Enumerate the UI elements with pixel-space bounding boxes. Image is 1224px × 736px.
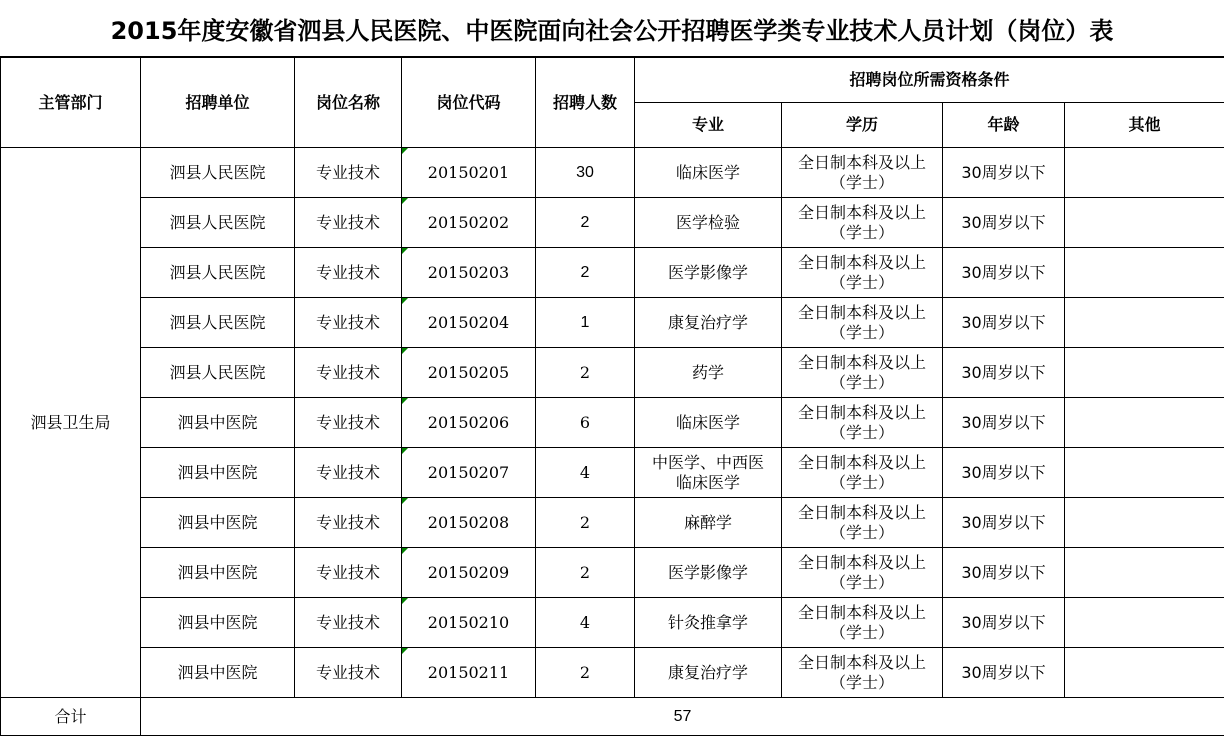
table-row — [1, 548, 1224, 598]
cell-major-line: 康复治疗学 — [667, 312, 748, 332]
comment-marker-icon — [402, 648, 408, 654]
table-row — [1, 648, 1224, 698]
table-row — [1, 598, 1224, 648]
cell-count[interactable]: 6 — [536, 398, 635, 448]
cell-position[interactable]: 专业技术 — [295, 498, 402, 548]
cell-education-line: （学士） — [829, 522, 894, 542]
cell-education-line: 全日制本科及以上 — [797, 452, 926, 472]
cell-education[interactable] — [782, 148, 943, 198]
table-row — [1, 298, 1224, 348]
cell-education-line: （学士） — [829, 572, 894, 592]
cell-age[interactable]: 30周岁以下 — [943, 598, 1065, 648]
cell-education-line: 全日制本科及以上 — [797, 352, 926, 372]
cell-count[interactable]: 2 — [536, 198, 635, 248]
cell-major[interactable] — [635, 498, 782, 548]
cell-position[interactable]: 专业技术 — [295, 548, 402, 598]
cell-count[interactable]: 30 — [536, 148, 635, 198]
table-row — [1, 498, 1224, 548]
cell-major-line: 医学检验 — [675, 212, 740, 232]
total-value[interactable]: 57 — [141, 698, 1224, 736]
cell-major-line: 针灸推拿学 — [667, 612, 748, 632]
cell-count[interactable]: 4 — [536, 448, 635, 498]
cell-major[interactable] — [635, 398, 782, 448]
cell-code[interactable] — [402, 198, 536, 248]
cell-age[interactable]: 30周岁以下 — [943, 298, 1065, 348]
cell-other[interactable] — [1065, 648, 1224, 698]
cell-major[interactable] — [635, 298, 782, 348]
cell-code[interactable] — [402, 398, 536, 448]
cell-unit[interactable]: 泗县中医院 — [141, 498, 295, 548]
cell-other[interactable] — [1065, 598, 1224, 648]
cell-position[interactable]: 专业技术 — [295, 448, 402, 498]
cell-major-line: 临床医学 — [675, 412, 740, 432]
cell-major-line: 中医学、中西医 — [651, 452, 764, 472]
cell-major-line: 医学影像学 — [667, 262, 748, 282]
cell-major[interactable] — [635, 548, 782, 598]
cell-code[interactable] — [402, 548, 536, 598]
cell-other[interactable] — [1065, 148, 1224, 198]
cell-code-text: 20150210 — [427, 612, 510, 632]
cell-education-line: 全日制本科及以上 — [797, 652, 926, 672]
cell-code[interactable] — [402, 248, 536, 298]
cell-count[interactable]: 4 — [536, 598, 635, 648]
table-row — [1, 348, 1224, 398]
cell-education[interactable] — [782, 548, 943, 598]
cell-education-line: 全日制本科及以上 — [797, 202, 926, 222]
cell-major[interactable] — [635, 248, 782, 298]
comment-marker-icon — [402, 548, 408, 554]
cell-education[interactable] — [782, 298, 943, 348]
comment-marker-icon — [402, 398, 408, 404]
header-unit[interactable]: 招聘单位 — [141, 58, 295, 148]
cell-education[interactable] — [782, 498, 943, 548]
cell-position[interactable]: 专业技术 — [295, 298, 402, 348]
comment-marker-icon — [402, 598, 408, 604]
cell-position[interactable]: 专业技术 — [295, 398, 402, 448]
cell-major[interactable] — [635, 148, 782, 198]
cell-other[interactable] — [1065, 448, 1224, 498]
cell-major-line: 临床医学 — [675, 472, 740, 492]
cell-other[interactable] — [1065, 398, 1224, 448]
cell-education-line: 全日制本科及以上 — [797, 152, 926, 172]
cell-position[interactable]: 专业技术 — [295, 198, 402, 248]
cell-education[interactable] — [782, 448, 943, 498]
cell-major[interactable] — [635, 448, 782, 498]
cell-code-text: 20150206 — [427, 412, 510, 432]
cell-education-line: （学士） — [829, 372, 894, 392]
cell-unit[interactable]: 泗县中医院 — [141, 648, 295, 698]
cell-count[interactable]: 2 — [536, 248, 635, 298]
cell-unit[interactable]: 泗县人民医院 — [141, 348, 295, 398]
cell-code-text: 20150205 — [427, 362, 510, 382]
cell-education[interactable] — [782, 648, 943, 698]
cell-other[interactable] — [1065, 548, 1224, 598]
cell-code-text: 20150204 — [427, 312, 510, 332]
cell-count[interactable]: 1 — [536, 298, 635, 348]
cell-code-text: 20150207 — [427, 462, 510, 482]
cell-other[interactable] — [1065, 248, 1224, 298]
cell-unit[interactable]: 泗县中医院 — [141, 548, 295, 598]
cell-unit[interactable]: 泗县人民医院 — [141, 148, 295, 198]
cell-major[interactable] — [635, 598, 782, 648]
cell-age[interactable]: 30周岁以下 — [943, 548, 1065, 598]
cell-age[interactable]: 30周岁以下 — [943, 448, 1065, 498]
cell-unit[interactable]: 泗县人民医院 — [141, 248, 295, 298]
comment-marker-icon — [402, 198, 408, 204]
header-age[interactable]: 年龄 — [943, 103, 1065, 148]
cell-education[interactable] — [782, 348, 943, 398]
cell-unit[interactable]: 泗县中医院 — [141, 598, 295, 648]
cell-major-line: 药学 — [691, 362, 724, 382]
cell-other[interactable] — [1065, 498, 1224, 548]
cell-major-line: 临床医学 — [675, 162, 740, 182]
cell-education-line: （学士） — [829, 472, 894, 492]
cell-age[interactable]: 30周岁以下 — [943, 648, 1065, 698]
cell-other[interactable] — [1065, 348, 1224, 398]
cell-unit[interactable]: 泗县人民医院 — [141, 298, 295, 348]
cell-code-text: 20150209 — [427, 562, 510, 582]
cell-education-line: 全日制本科及以上 — [797, 402, 926, 422]
header-count[interactable]: 招聘人数 — [536, 58, 635, 148]
cell-count[interactable]: 2 — [536, 648, 635, 698]
header-qualifications[interactable]: 招聘岗位所需资格条件 — [635, 58, 1224, 103]
cell-education[interactable] — [782, 198, 943, 248]
cell-education-line: 全日制本科及以上 — [797, 602, 926, 622]
total-row — [1, 698, 1224, 736]
cell-major-line: 麻醉学 — [683, 512, 732, 532]
cell-code[interactable] — [402, 148, 536, 198]
cell-unit[interactable]: 泗县人民医院 — [141, 198, 295, 248]
cell-major-line: 医学影像学 — [667, 562, 748, 582]
cell-code[interactable] — [402, 348, 536, 398]
cell-major[interactable] — [635, 648, 782, 698]
header-position-code[interactable]: 岗位代码 — [402, 58, 536, 148]
cell-education-line: （学士） — [829, 222, 894, 242]
comment-marker-icon — [402, 348, 408, 354]
cell-unit[interactable]: 泗县中医院 — [141, 398, 295, 448]
cell-education-line: （学士） — [829, 272, 894, 292]
comment-marker-icon — [402, 448, 408, 454]
cell-education-line: 全日制本科及以上 — [797, 252, 926, 272]
cell-code-text: 20150203 — [427, 262, 510, 282]
cell-code-text: 20150208 — [427, 512, 510, 532]
header-education[interactable]: 学历 — [782, 103, 943, 148]
cell-major-line: 康复治疗学 — [667, 662, 748, 682]
cell-position[interactable]: 专业技术 — [295, 248, 402, 298]
cell-education-line: （学士） — [829, 422, 894, 442]
table-row — [1, 148, 1224, 198]
cell-other[interactable] — [1065, 198, 1224, 248]
cell-position[interactable]: 专业技术 — [295, 148, 402, 198]
table-row — [1, 398, 1224, 448]
total-label[interactable]: 合计 — [1, 698, 141, 736]
cell-education[interactable] — [782, 598, 943, 648]
cell-count[interactable]: 2 — [536, 548, 635, 598]
cell-code[interactable] — [402, 448, 536, 498]
cell-other[interactable] — [1065, 298, 1224, 348]
table-row — [1, 198, 1224, 248]
comment-marker-icon — [402, 148, 408, 154]
header-major[interactable]: 专业 — [635, 103, 782, 148]
cell-count[interactable]: 2 — [536, 498, 635, 548]
cell-code-text: 20150202 — [427, 212, 510, 232]
cell-position[interactable]: 专业技术 — [295, 598, 402, 648]
page-title[interactable]: 2015年度安徽省泗县人民医院、中医院面向社会公开招聘医学类专业技术人员计划（岗位）表 — [0, 0, 1224, 57]
cell-education-line: （学士） — [829, 672, 894, 692]
cell-education-line: 全日制本科及以上 — [797, 302, 926, 322]
header-department[interactable]: 主管部门 — [1, 58, 141, 148]
cell-code-text: 20150211 — [427, 662, 510, 682]
cell-education[interactable] — [782, 398, 943, 448]
cell-age[interactable]: 30周岁以下 — [943, 348, 1065, 398]
cell-education-line: （学士） — [829, 322, 894, 342]
cell-education-line: （学士） — [829, 172, 894, 192]
cell-education-line: 全日制本科及以上 — [797, 502, 926, 522]
cell-age[interactable]: 30周岁以下 — [943, 398, 1065, 448]
cell-code-text: 20150201 — [427, 162, 510, 182]
recruitment-table — [0, 57, 1224, 736]
cell-major[interactable] — [635, 348, 782, 398]
cell-education-line: 全日制本科及以上 — [797, 552, 926, 572]
cell-education[interactable] — [782, 248, 943, 298]
cell-unit[interactable]: 泗县中医院 — [141, 448, 295, 498]
comment-marker-icon — [402, 498, 408, 504]
cell-department[interactable]: 泗县卫生局 — [1, 148, 141, 698]
cell-position[interactable]: 专业技术 — [295, 348, 402, 398]
table-row — [1, 248, 1224, 298]
cell-code[interactable] — [402, 298, 536, 348]
comment-marker-icon — [402, 298, 408, 304]
cell-age[interactable]: 30周岁以下 — [943, 198, 1065, 248]
cell-code[interactable] — [402, 648, 536, 698]
cell-age[interactable]: 30周岁以下 — [943, 248, 1065, 298]
cell-age[interactable]: 30周岁以下 — [943, 148, 1065, 198]
header-position-name[interactable]: 岗位名称 — [295, 58, 402, 148]
cell-code[interactable] — [402, 498, 536, 548]
cell-code[interactable] — [402, 598, 536, 648]
cell-major[interactable] — [635, 198, 782, 248]
cell-count[interactable]: 2 — [536, 348, 635, 398]
header-other[interactable]: 其他 — [1065, 103, 1224, 148]
comment-marker-icon — [402, 248, 408, 254]
table-row — [1, 448, 1224, 498]
cell-position[interactable]: 专业技术 — [295, 648, 402, 698]
cell-education-line: （学士） — [829, 622, 894, 642]
cell-age[interactable]: 30周岁以下 — [943, 498, 1065, 548]
